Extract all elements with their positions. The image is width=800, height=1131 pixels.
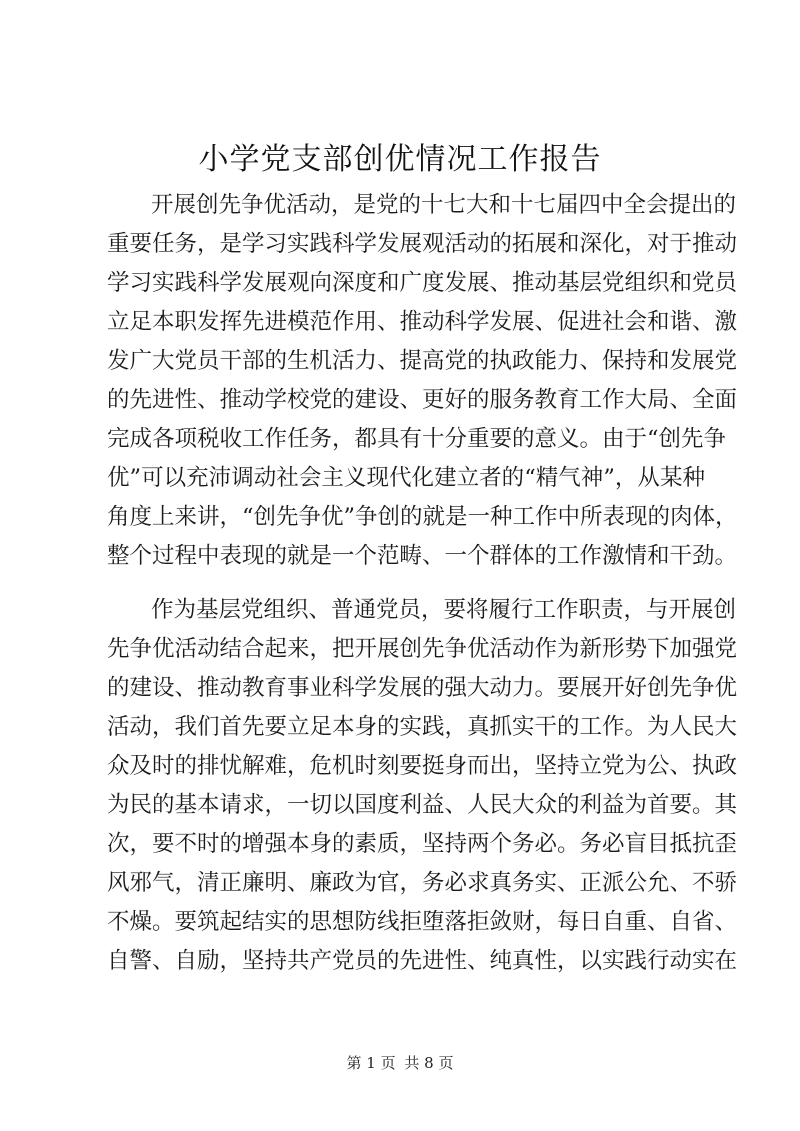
- paragraph-line: 整个过程中表现的就是一个范畴、一个群体的工作激情和干劲。: [107, 543, 738, 569]
- paragraph-line: 为民的基本请求，一切以国度利益、人民大众的利益为首要。其: [107, 792, 738, 818]
- paragraph-line: 开展创先争优活动，是党的十七大和十七届四中全会提出的: [151, 192, 737, 218]
- paragraph-line: 的先进性、推动学校党的建设、更好的服务教育工作大局、全面: [107, 387, 738, 413]
- paragraph-line: 立足本职发挥先进模范作用、推动科学发展、促进社会和谐、激: [107, 309, 738, 335]
- paragraph-line: 众及时的排忧解难，危机时刻要挺身而出，坚持立党为公、执政: [107, 753, 738, 779]
- document-title: 小学党支部创优情况工作报告: [198, 142, 602, 177]
- paragraph-2: [107, 591, 738, 981]
- paragraph-1: [107, 186, 738, 576]
- paragraph-line: 先争优活动结合起来，把开展创先争优活动作为新形势下加强党: [107, 636, 738, 662]
- paragraph-line: 发广大党员干部的生机活力、提高党的执政能力、保持和发展党: [107, 348, 738, 374]
- paragraph-line: 风邪气，清正廉明、廉政为官，务必求真务实、正派公允、不骄: [107, 870, 738, 896]
- page-total: 共 8 页: [404, 1054, 454, 1072]
- paragraph-line: 重要任务，是学习实践科学发展观活动的拓展和深化，对于推动: [107, 231, 738, 257]
- paragraph-line: 完成各项税收工作任务，都具有十分重要的意义。由于“创先争: [107, 426, 727, 452]
- page-number: 第 1 页: [346, 1054, 396, 1072]
- page-footer: [0, 1053, 800, 1073]
- paragraph-line: 不燥。要筑起结实的思想防线拒堕落拒敛财，每日自重、自省、: [107, 909, 738, 935]
- paragraph-line: 作为基层党组织、普通党员，要将履行工作职责，与开展创: [151, 597, 737, 623]
- paragraph-line: 学习实践科学发展观向深度和广度发展、推动基层党组织和党员: [107, 270, 738, 296]
- paragraph-line: 优”可以充沛调动社会主义现代化建立者的“精气神”，从某种: [107, 465, 705, 491]
- paragraph-line: 的建设、推动教育事业科学发展的强大动力。要展开好创先争优: [107, 675, 738, 701]
- paragraph-line: 角度上来讲，“创先争优”争创的就是一种工作中所表现的肉体，: [107, 504, 738, 530]
- paragraph-line: 活动，我们首先要立足本身的实践，真抓实干的工作。为人民大: [107, 714, 738, 740]
- paragraph-line: 自警、自励，坚持共产党员的先进性、纯真性，以实践行动实在: [107, 948, 738, 974]
- paragraph-line: 次，要不时的增强本身的素质，坚持两个务必。务必盲目抵抗歪: [107, 831, 738, 857]
